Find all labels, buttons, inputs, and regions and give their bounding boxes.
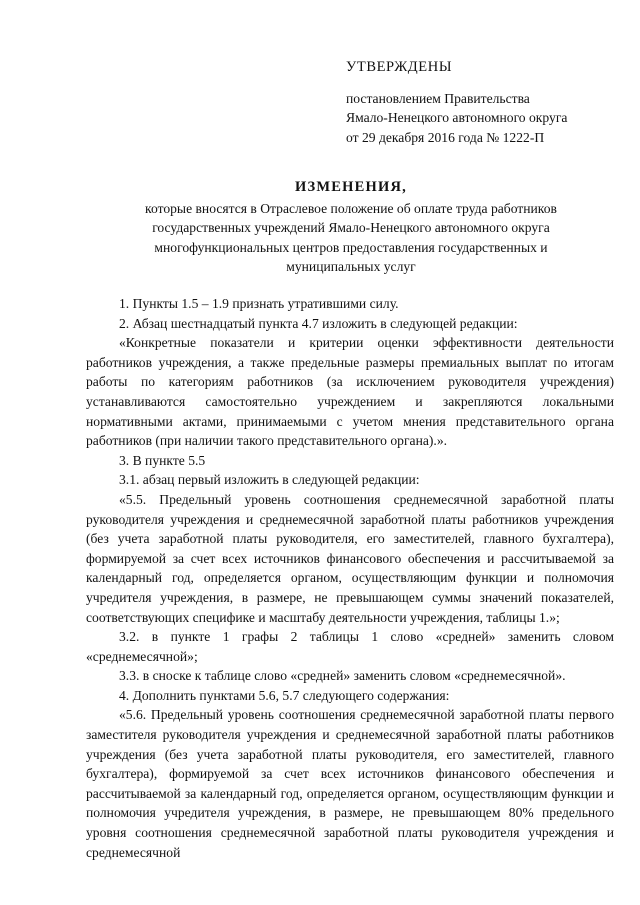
paragraph: 3.2. в пункте 1 графы 2 таблицы 1 слово «средней» заменить словом «среднемесячной»; — [86, 629, 614, 664]
paragraph: «Конкретные показатели и критерии оценки эффективности деятельности работников учреждения, а также предельные размеры премиальных выплат по итогам работы по категориям работников (за исключением руководителя учреждения) устанавливаются самостоятельно учреждением и закрепляются локальными нормативными актами, принимаемыми с учетом мнения представительного органа работников (при наличии такого представительного органа).». — [86, 335, 614, 449]
approval-line: постановлением Правительства — [346, 90, 530, 106]
document-subtitle-line: многофункциональных центров предоставления государственных и — [154, 239, 548, 255]
paragraph: 2. Абзац шестнадцатый пункта 4.7 изложить в следующей редакции: — [119, 315, 518, 331]
approval-line: Ямало-Ненецкого автономного округа — [346, 110, 568, 126]
document-subtitle-line: муниципальных услуг — [286, 259, 416, 275]
paragraph: «5.6. Предельный уровень соотношения среднемесячной заработной платы первого заместителя руководителя учреждения и среднемесячной заработной платы работников учреждения (без учета заработной платы руководителя, его заместителей, главного бухгалтера), формируемой за счет всех источников финансового обеспечения и рассчитываемой за календарный год, определяется органом, осуществляющим функции и полномочия учредителя учреждения, в размере, не превышающем 80% предельного уровня соотношения среднемесячной заработной платы руководителя учреждения и среднемесячной — [86, 707, 614, 860]
document-subtitle-line: государственных учреждений Ямало-Ненецкого автономного округа — [152, 220, 550, 236]
paragraph: 3.1. абзац первый изложить в следующей редакции: — [119, 472, 420, 488]
paragraph: «5.5. Предельный уровень соотношения среднемесячной заработной платы руководителя учреждения и среднемесячной заработной платы работников учреждения (без учета заработной платы руководителя, его заместителей, главного бухгалтера), формируемой за счет всех источников финансового обеспечения и рассчитываемой за календарный год, определяется органом, осуществляющим функции и полномочия учредителя учреждения, в размере, не превышающем суммы значений показателей, соответствующих специфике и масштабу деятельности учреждения, таблицы 1.»; — [86, 491, 614, 625]
paragraph: 3. В пункте 5.5 — [119, 452, 206, 468]
approval-stamp — [346, 58, 616, 147]
paragraph: 4. Дополнить пунктами 5.6, 5.7 следующего содержания: — [119, 687, 450, 703]
document-subtitle-line: которые вносятся в Отраслевое положение об оплате труда работников — [145, 200, 557, 216]
paragraph: 3.3. в сноске к таблице слово «средней» заменить словом «среднемесячной». — [119, 668, 566, 684]
approval-line: от 29 декабря 2016 года № 1222-П — [346, 129, 545, 145]
paragraph: 1. Пункты 1.5 – 1.9 признать утратившими силу. — [119, 296, 399, 311]
approval-heading: УТВЕРЖДЕНЫ — [346, 59, 453, 75]
document-title: ИЗМЕНЕНИЯ, — [295, 179, 407, 195]
document-title-block — [86, 178, 616, 277]
document-body — [86, 294, 614, 862]
